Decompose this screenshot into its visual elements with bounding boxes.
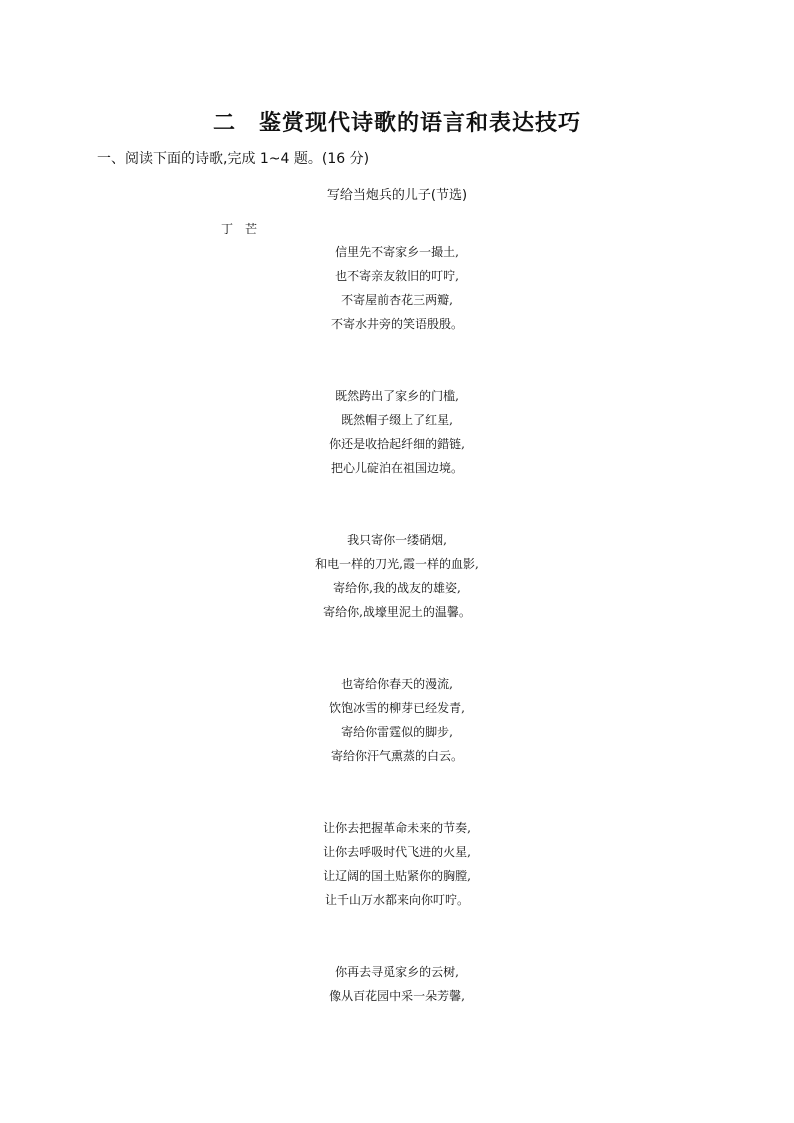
poem-line: 和电一样的刀光,霞一样的血影, — [315, 557, 479, 571]
poem-line: 既然跨出了家乡的门槛, — [335, 389, 459, 403]
poem-line: 饮饱冰雪的柳芽已经发青, — [329, 701, 465, 715]
stanza-5 — [0, 816, 794, 912]
question-intro: 一、阅读下面的诗歌,完成 1~4 题。(16 分) — [97, 151, 370, 167]
stanza-1 — [0, 240, 794, 336]
poem-line: 把心儿碇泊在祖国边境。 — [330, 461, 463, 475]
poem-line: 让你去呼吸时代飞进的火星, — [323, 845, 471, 859]
poem-line: 像从百花园中采一朵芳馨, — [329, 989, 465, 1003]
poem-line: 也寄给你春天的漫流, — [341, 677, 453, 691]
stanza-3 — [0, 528, 794, 624]
poem-line: 寄给你,战壕里泥土的温馨。 — [323, 605, 471, 619]
poem-line: 信里先不寄家乡一撮土, — [335, 245, 459, 259]
poem-line: 你还是收拾起纤细的錯链, — [329, 437, 465, 451]
poem-title: 写给当炮兵的儿子(节选) — [326, 188, 468, 203]
poem-author: 丁 芒 — [221, 222, 258, 236]
stanza-4 — [0, 672, 794, 768]
poem-line: 我只寄你一缕硝烟, — [347, 533, 447, 547]
poem-line: 寄给你雷霆似的脚步, — [341, 725, 453, 739]
poem-line: 不寄水井旁的笑语殷殷。 — [330, 317, 463, 331]
poem-line: 寄给你,我的战友的雄姿, — [333, 581, 461, 595]
poem-line: 你再去寻觅家乡的云树, — [335, 965, 459, 979]
poem-line: 让你去把握革命未来的节奏, — [323, 821, 471, 835]
page-title: 二 鉴赏现代诗歌的语言和表达技巧 — [212, 111, 581, 136]
poem-line: 寄给你汗气熏蒸的白云。 — [330, 749, 463, 763]
poem-line: 不寄屋前杏花三两瓣, — [341, 293, 453, 307]
poem-line: 让千山万水都来向你叮咛。 — [324, 893, 469, 907]
stanza-6 — [0, 960, 794, 1008]
stanza-2 — [0, 384, 794, 480]
poem-line: 让辽阔的国土贴紧你的胸膛, — [323, 869, 471, 883]
poem-line: 既然帽子缀上了红星, — [341, 413, 453, 427]
poem-line: 也不寄亲友敘旧的叮咛, — [335, 269, 459, 283]
